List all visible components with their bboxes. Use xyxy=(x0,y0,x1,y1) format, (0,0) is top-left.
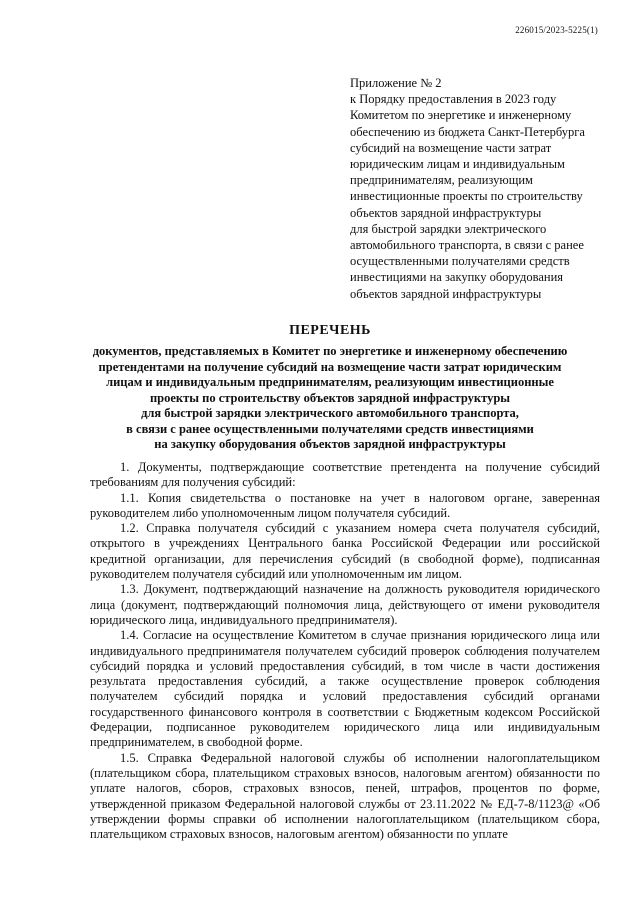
appendix-line: Приложение № 2 xyxy=(350,76,442,90)
appendix-line: для быстрой зарядки электрического xyxy=(350,221,547,236)
subtitle-line: документов, представляемых в Комитет по энергетике и инженерному обеспечению xyxy=(92,344,568,358)
appendix-line: Комитетом по энергетике и инженерному xyxy=(350,108,572,123)
appendix-block xyxy=(350,75,610,302)
appendix-line: инвестициями на закупку оборудования xyxy=(350,270,564,285)
subtitle-line: претендентами на получение субсидий на возмещение части затрат юридическим xyxy=(98,359,562,374)
appendix-line: предпринимателям, реализующим xyxy=(350,173,533,188)
appendix-line: осуществленными получателями средств xyxy=(350,254,570,269)
title-block xyxy=(60,323,600,453)
subtitle-line: для быстрой зарядки электрического автомобильного транспорта, xyxy=(141,406,519,420)
paragraph-1-4: 1.4. Согласие на осуществление Комитетом в случае признания юридического лица или индивидуального предпринимателя получателем субсидий проверок соблюдения получателем субсидий порядка и условий предоставления субсидий, в том числе в части достижения результата предоставления субсидий, а также осуществление проверок соблюдения получателем субсидий порядка и условий предоставления субсидий органами государственного финансового контроля в соответствии с Бюджетным кодексом Российской Федерации, подписанное руководителем юридического лица или индивидуальным предпринимателем, в свободной форме. xyxy=(90,628,600,750)
document-subtitle xyxy=(60,344,600,453)
appendix-line: обеспечению из бюджета Санкт-Петербурга xyxy=(350,124,585,139)
paragraph-1: 1. Документы, подтверждающие соответствие претендента на получение субсидий требованиям для получения субсидий: xyxy=(90,460,600,490)
document-body xyxy=(90,460,600,842)
document-title: ПЕРЕЧЕНЬ xyxy=(289,323,371,338)
appendix-line: юридическим лицам и индивидуальным xyxy=(350,157,565,172)
document-number: 226015/2023-5225(1) xyxy=(515,25,598,35)
paragraph-1-1: 1.1. Копия свидетельства о постановке на учет в налоговом органе, заверенная руководителем либо уполномоченным лицом получателя субсидий. xyxy=(90,490,600,520)
paragraph-1-3: 1.3. Документ, подтверждающий назначение на должность руководителя юридического лица (документ, подтверждающий полномочия лица, действующего от имени руководителя юридического лица, индивидуального предпринимателя). xyxy=(90,582,600,627)
subtitle-line: проекты по строительству объектов зарядной инфраструктуры xyxy=(149,390,511,405)
paragraph-1-5: 1.5. Справка Федеральной налоговой службы об исполнении налогоплательщиком (плательщиком сбора, плательщиком страховых взносов, налоговым агентом) обязанности по уплате налогов, сборов, страховых взносов, пеней, штрафов, процентов по форме, утвержденной приказом Федеральной налоговой службы от 23.11.2022 № ЕД-7-8/1123@ «Об утверждении формы справки об исполнении налогоплательщиком (плательщиком сбора, плательщиком страховых взносов, налоговым агентом) обязанности по уплате xyxy=(90,750,600,842)
appendix-line: к Порядку предоставления в 2023 году xyxy=(350,92,557,107)
appendix-line: объектов зарядной инфраструктуры xyxy=(350,205,542,220)
subtitle-line: лицам и индивидуальным предпринимателям, реализующим инвестиционные xyxy=(106,375,554,389)
subtitle-line: в связи с ранее осуществленными получателями средств инвестициями xyxy=(126,421,534,436)
subtitle-line: на закупку оборудования объектов зарядной инфраструктуры xyxy=(154,437,506,451)
appendix-line: субсидий на возмещение части затрат xyxy=(350,140,552,155)
appendix-line: автомобильного транспорта, в связи с ранее xyxy=(350,238,584,253)
appendix-line: объектов зарядной инфраструктуры xyxy=(350,286,542,301)
appendix-line: инвестиционные проекты по строительству xyxy=(350,189,583,204)
paragraph-1-2: 1.2. Справка получателя субсидий с указанием номера счета получателя субсидий, открытого в учреждениях Центрального банка Российской Федерации или российской кредитной организации, для перечисления субсидий (в свободной форме), подписанная руководителем получателя субсидий или уполномоченным им лицом. xyxy=(90,521,600,582)
